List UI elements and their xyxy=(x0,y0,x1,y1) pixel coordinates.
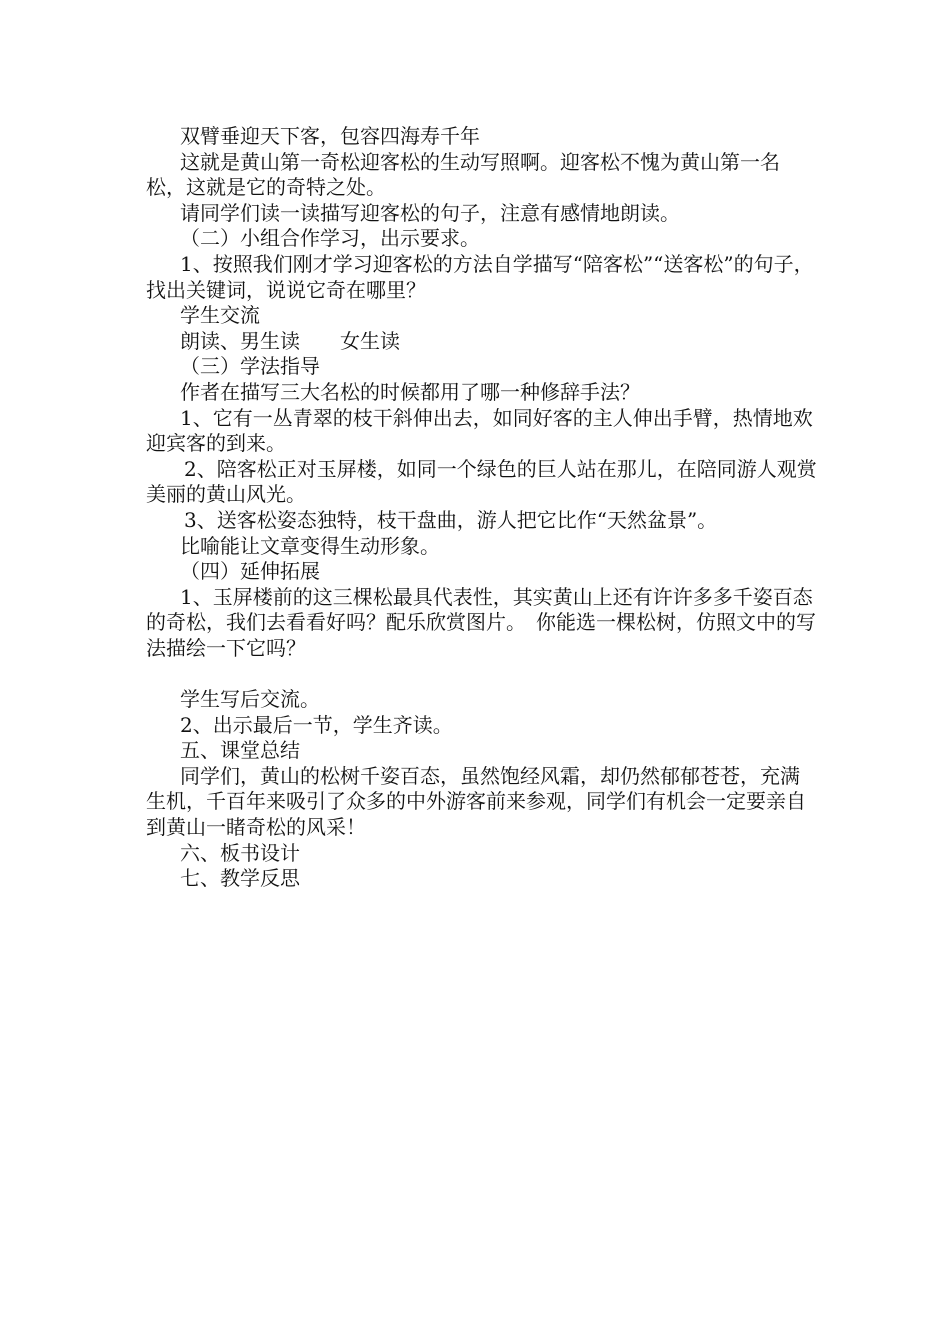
paragraph-intro: 这就是黄山第一奇松迎客松的生动写照啊。迎客松不愧为黄山第一名松，这就是它的奇特之处。 xyxy=(146,149,780,200)
paragraph-example-3: 3、送客松姿态独特，枝干盘曲，游人把它比作“天然盆景”。 xyxy=(184,507,718,532)
section-heading-extension: （四）延伸拓展 xyxy=(180,559,320,584)
paragraph-task-1: 1、按照我们刚才学习迎客松的方法自学描写“陪客松”“送客松”的句子，找出关键词，说说它奇在哪里？ xyxy=(146,251,814,302)
section-heading-summary: 五、课堂总结 xyxy=(180,738,300,763)
document-body xyxy=(146,124,818,892)
paragraph-exchange: 学生交流 xyxy=(180,303,260,328)
paragraph-summary: 同学们，黄山的松树千姿百态，虽然饱经风霜，却仍然郁郁苍苍，充满生机，千百年来吸引了众多的中外游客前来参观，同学们有机会一定要亲自到黄山一睹奇松的风采！ xyxy=(146,763,806,840)
paragraph-extension-task: 1、玉屏楼前的这三棵松最具代表性，其实黄山上还有许许多多千姿百态的奇松，我们去看看好吗？配乐欣赏图片。 你能选一棵松树，仿照文中的写法描绘一下它吗？ xyxy=(146,584,816,660)
paragraph-example-2: 2、陪客松正对玉屏楼，如同一个绿色的巨人站在那儿，在陪同游人观赏美丽的黄山风光。 xyxy=(146,456,817,507)
section-heading-board-design: 六、板书设计 xyxy=(180,840,300,865)
paragraph-read-instruction: 请同学们读一读描写迎客松的句子，注意有感情地朗读。 xyxy=(180,200,680,225)
paragraph-metaphor-note: 比喻能让文章变得生动形象。 xyxy=(180,533,440,558)
paragraph-question: 作者在描写三大名松的时候都用了哪一种修辞手法？ xyxy=(180,379,640,404)
paragraph-reading-modes: 朗读、男生读 女生读 xyxy=(180,328,400,353)
paragraph-example-1: 1、它有一丛青翠的枝干斜伸出去，如同好客的主人伸出手臂，热情地欢迎宾客的到来。 xyxy=(146,405,813,456)
paragraph-writing-exchange: 学生写后交流。 xyxy=(180,687,320,712)
blank-line xyxy=(146,661,818,687)
section-heading-group-study: （二）小组合作学习，出示要求。 xyxy=(180,226,480,251)
section-heading-reflection: 七、教学反思 xyxy=(180,866,300,891)
paragraph-couplet: 双臂垂迎天下客，包容四海寿千年 xyxy=(180,124,480,148)
paragraph-last-section: 2、出示最后一节，学生齐读。 xyxy=(180,712,453,737)
section-heading-method: （三）学法指导 xyxy=(180,354,320,379)
